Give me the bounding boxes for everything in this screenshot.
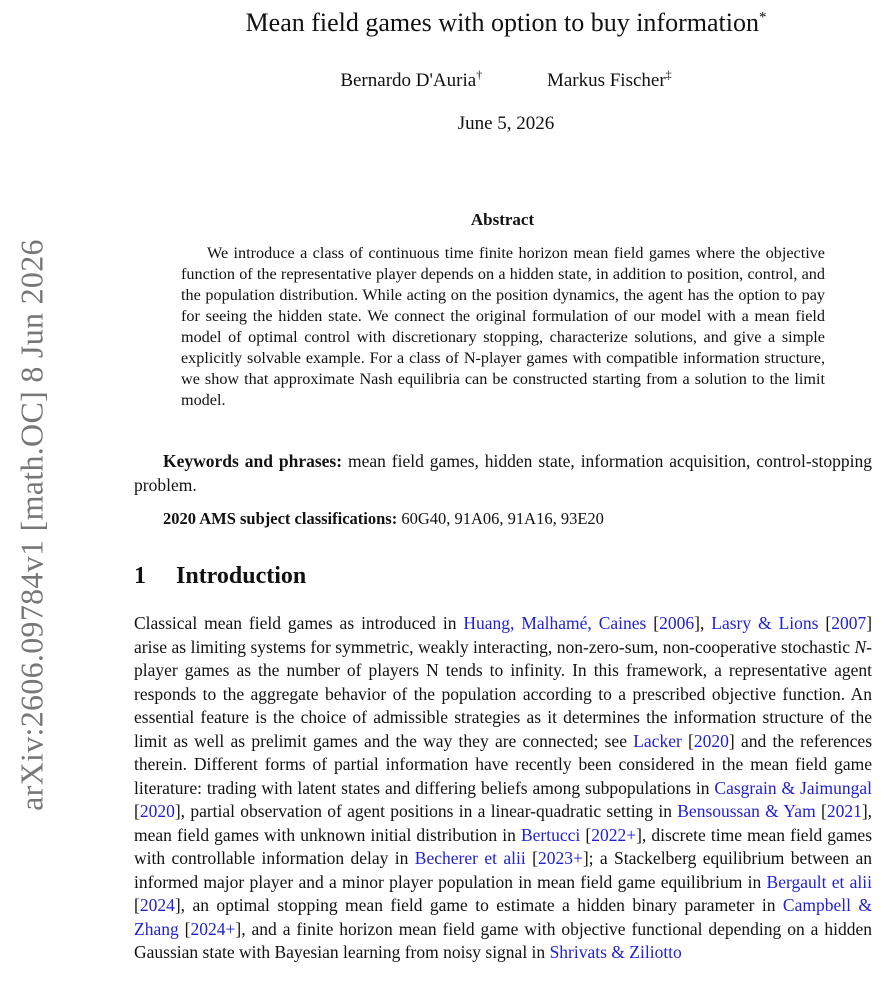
intro-text: [ (525, 848, 538, 868)
introduction-paragraph (134, 612, 872, 965)
title-footnote-mark: * (758, 9, 767, 26)
arxiv-identifier-text: arXiv:2606.09784v1 [math.OC] 8 Jun 2026 (13, 239, 50, 811)
citation-link[interactable]: 2022+ (591, 824, 637, 845)
citation-link[interactable]: 2006 (659, 613, 695, 633)
intro-text: ], an optimal stopping mean field game to estimate a hidden binary parameter in (174, 895, 783, 915)
citation-link[interactable]: Huang, Malhamé, Caines (463, 613, 647, 633)
citation-link[interactable]: Bensoussan & Yam (677, 801, 816, 821)
section-title: Introduction (176, 563, 307, 589)
author-name: Bernardo D'Auria (340, 70, 477, 92)
ams-label: 2020 AMS subject classifications: (163, 509, 398, 528)
keywords-label: Keywords and phrases: (163, 451, 343, 471)
intro-text: ], (694, 613, 712, 633)
citation-link[interactable]: 2020 (693, 730, 729, 751)
author-1 (340, 70, 482, 91)
citation-link[interactable]: Lasry & Lions (711, 613, 819, 633)
ams-classification (163, 509, 873, 529)
citation-link[interactable]: 2024 (139, 895, 175, 915)
intro-text: ] arise as limiting systems for symmetric, weakly interacting, non-zero-sum, non-cooperative stochastic (134, 613, 873, 657)
arxiv-identifier (2, 210, 62, 840)
intro-text: [ (580, 824, 592, 845)
citation-link[interactable]: Becherer et alii (414, 848, 526, 868)
intro-text: [ (178, 918, 191, 939)
paper-title-text: Mean field games with option to buy information (245, 8, 759, 37)
abstract-body: We introduce a class of continuous time finite horizon mean field games where the objective function of the representative player depends on a hidden state, in addition to position, control, and the population distribution. While acting on the position dynamics, the agent has the option to pay for seeing the hidden state. We connect the original formulation of our model with a mean field model of optimal control with discretionary stopping, characterize solutions, and give a simple explicitly solvable example. For a class of N-player games with compatible information structure, we show that approximate Nash equilibria can be constructed starting from a solution to the limit model. (181, 244, 825, 409)
section-heading (134, 563, 872, 590)
intro-text: Classical mean field games as introduced in (134, 613, 464, 633)
intro-text: ], and a finite horizon mean field game with objective functional depending on a hidden Gaussian state with Bayesian learning from noisy signal in (134, 918, 873, 962)
citation-link[interactable]: Bertucci (520, 824, 581, 845)
citation-link[interactable]: 2023+ (537, 848, 583, 868)
author-list (130, 68, 882, 92)
citation-link[interactable]: Bergault et alii (766, 871, 872, 892)
intro-text: ]; a Stackelberg equilibrium between an informed major player and a minor player population in mean field game equilibrium in (134, 848, 872, 892)
section-number: 1 (134, 563, 146, 589)
citation-link[interactable]: Shrivats & Ziliotto (549, 942, 682, 962)
citation-link[interactable]: Casgrain & Jaimungal (714, 777, 872, 798)
ams-codes: 60G40, 91A06, 91A16, 93E20 (401, 509, 604, 528)
intro-text: ], discrete time mean field games with controllable information delay in (134, 824, 873, 868)
keywords-text: mean field games, hidden state, information acquisition, control-stopping problem. (134, 451, 873, 495)
author-name: Markus Fischer (546, 70, 666, 92)
abstract-heading: Abstract (470, 210, 535, 229)
citation-link[interactable]: 2024+ (190, 918, 236, 939)
citation-link[interactable]: 2020 (139, 801, 175, 821)
intro-text: -player games as the number of players N tends to infinity. In this framework, a representative agent responds to the aggregate behavior of the population according to a prescribed objective function. An essential feature is the choice of admissible strategies as it determines the information structure of the limit as well as prelimit games and the way they are connected; see (134, 636, 872, 751)
intro-text: [ (818, 613, 832, 633)
author-footnote-mark: ‡ (665, 68, 672, 82)
intro-text: ], partial observation of agent positions in a linear-quadratic setting in (174, 801, 678, 821)
intro-text: [ (134, 801, 140, 821)
citation-link[interactable]: 2021 (826, 801, 862, 821)
intro-text: [ (681, 730, 694, 751)
citation-link[interactable]: 2007 (831, 613, 867, 633)
keywords-paragraph (134, 449, 872, 497)
intro-text: [ (815, 801, 827, 821)
author-footnote-mark: † (476, 68, 483, 82)
author-2 (547, 70, 672, 91)
intro-text: N (854, 636, 867, 657)
intro-text: ] and the references therein. Different forms of partial information have recently been considered in the mean field game literature: trading with latent states and differing beliefs among subpopulations in (134, 730, 873, 798)
intro-text: [ (134, 895, 140, 915)
intro-text: [ (646, 613, 660, 633)
intro-text: ], mean field games with unknown initial distribution in (134, 801, 873, 845)
citation-link[interactable]: Lacker (633, 730, 682, 751)
citation-link[interactable]: Campbell & Zhang (134, 895, 873, 939)
paper-title (130, 8, 882, 38)
paper-date: June 5, 2026 (457, 113, 555, 134)
